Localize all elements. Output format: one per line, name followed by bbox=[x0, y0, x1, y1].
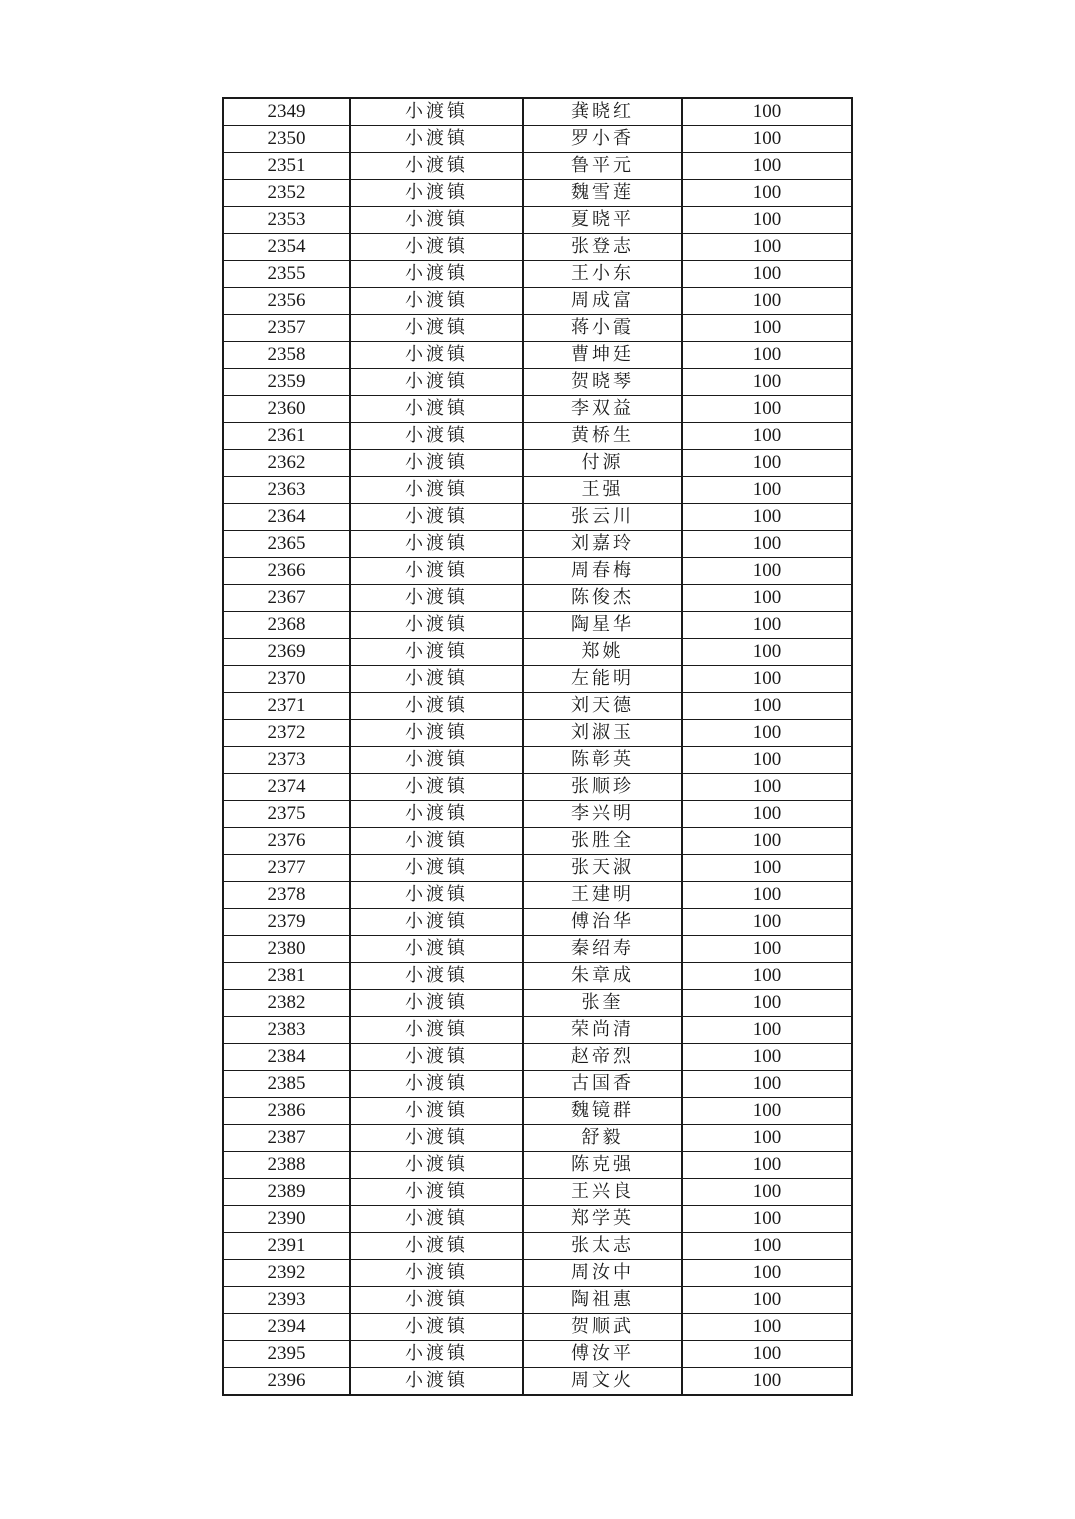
town-cell: 小渡镇 bbox=[350, 1314, 523, 1341]
row-number-cell: 2379 bbox=[223, 909, 350, 936]
amount-cell: 100 bbox=[682, 720, 852, 747]
town-cell: 小渡镇 bbox=[350, 1206, 523, 1233]
person-name-cell: 张太志 bbox=[523, 1233, 682, 1260]
person-name-cell: 陶祖惠 bbox=[523, 1287, 682, 1314]
person-name-cell: 曹坤廷 bbox=[523, 342, 682, 369]
row-number-cell: 2351 bbox=[223, 153, 350, 180]
row-number-cell: 2383 bbox=[223, 1017, 350, 1044]
table-row bbox=[223, 1287, 852, 1314]
town-cell: 小渡镇 bbox=[350, 288, 523, 315]
town-cell: 小渡镇 bbox=[350, 720, 523, 747]
table-row bbox=[223, 936, 852, 963]
amount-cell: 100 bbox=[682, 990, 852, 1017]
town-cell: 小渡镇 bbox=[350, 531, 523, 558]
row-number-cell: 2387 bbox=[223, 1125, 350, 1152]
town-cell: 小渡镇 bbox=[350, 855, 523, 882]
town-cell: 小渡镇 bbox=[350, 450, 523, 477]
row-number-cell: 2363 bbox=[223, 477, 350, 504]
amount-cell: 100 bbox=[682, 1314, 852, 1341]
person-name-cell: 张登志 bbox=[523, 234, 682, 261]
row-number-cell: 2382 bbox=[223, 990, 350, 1017]
amount-cell: 100 bbox=[682, 450, 852, 477]
town-cell: 小渡镇 bbox=[350, 207, 523, 234]
amount-cell: 100 bbox=[682, 342, 852, 369]
table-row bbox=[223, 504, 852, 531]
row-number-cell: 2354 bbox=[223, 234, 350, 261]
amount-cell: 100 bbox=[682, 315, 852, 342]
row-number-cell: 2384 bbox=[223, 1044, 350, 1071]
person-name-cell: 王强 bbox=[523, 477, 682, 504]
person-name-cell: 傅汝平 bbox=[523, 1341, 682, 1368]
table-row bbox=[223, 1044, 852, 1071]
amount-cell: 100 bbox=[682, 963, 852, 990]
row-number-cell: 2371 bbox=[223, 693, 350, 720]
person-name-cell: 刘天德 bbox=[523, 693, 682, 720]
amount-cell: 100 bbox=[682, 261, 852, 288]
town-cell: 小渡镇 bbox=[350, 315, 523, 342]
town-cell: 小渡镇 bbox=[350, 504, 523, 531]
amount-cell: 100 bbox=[682, 369, 852, 396]
row-number-cell: 2373 bbox=[223, 747, 350, 774]
amount-cell: 100 bbox=[682, 1125, 852, 1152]
amount-cell: 100 bbox=[682, 612, 852, 639]
town-cell: 小渡镇 bbox=[350, 774, 523, 801]
person-name-cell: 付源 bbox=[523, 450, 682, 477]
table-row bbox=[223, 98, 852, 126]
amount-cell: 100 bbox=[682, 180, 852, 207]
person-name-cell: 刘嘉玲 bbox=[523, 531, 682, 558]
person-name-cell: 刘淑玉 bbox=[523, 720, 682, 747]
town-cell: 小渡镇 bbox=[350, 990, 523, 1017]
table-row bbox=[223, 882, 852, 909]
row-number-cell: 2355 bbox=[223, 261, 350, 288]
table-row bbox=[223, 1071, 852, 1098]
person-name-cell: 周汝中 bbox=[523, 1260, 682, 1287]
person-name-cell: 张云川 bbox=[523, 504, 682, 531]
row-number-cell: 2369 bbox=[223, 639, 350, 666]
table-row bbox=[223, 666, 852, 693]
row-number-cell: 2381 bbox=[223, 963, 350, 990]
person-name-cell: 张顺珍 bbox=[523, 774, 682, 801]
row-number-cell: 2360 bbox=[223, 396, 350, 423]
table-row bbox=[223, 909, 852, 936]
person-name-cell: 周成富 bbox=[523, 288, 682, 315]
table-row bbox=[223, 207, 852, 234]
amount-cell: 100 bbox=[682, 801, 852, 828]
table-row bbox=[223, 1233, 852, 1260]
table-row bbox=[223, 1206, 852, 1233]
table-row bbox=[223, 612, 852, 639]
person-name-cell: 鲁平元 bbox=[523, 153, 682, 180]
town-cell: 小渡镇 bbox=[350, 963, 523, 990]
row-number-cell: 2349 bbox=[223, 98, 350, 126]
amount-cell: 100 bbox=[682, 153, 852, 180]
table-row bbox=[223, 261, 852, 288]
town-cell: 小渡镇 bbox=[350, 612, 523, 639]
town-cell: 小渡镇 bbox=[350, 1098, 523, 1125]
person-name-cell: 陈俊杰 bbox=[523, 585, 682, 612]
town-cell: 小渡镇 bbox=[350, 801, 523, 828]
person-name-cell: 张胜全 bbox=[523, 828, 682, 855]
amount-cell: 100 bbox=[682, 1098, 852, 1125]
row-number-cell: 2377 bbox=[223, 855, 350, 882]
town-cell: 小渡镇 bbox=[350, 585, 523, 612]
town-cell: 小渡镇 bbox=[350, 234, 523, 261]
town-cell: 小渡镇 bbox=[350, 1341, 523, 1368]
table-row bbox=[223, 639, 852, 666]
person-name-cell: 秦绍寿 bbox=[523, 936, 682, 963]
row-number-cell: 2358 bbox=[223, 342, 350, 369]
town-cell: 小渡镇 bbox=[350, 369, 523, 396]
table-row bbox=[223, 288, 852, 315]
row-number-cell: 2393 bbox=[223, 1287, 350, 1314]
row-number-cell: 2391 bbox=[223, 1233, 350, 1260]
amount-cell: 100 bbox=[682, 774, 852, 801]
town-cell: 小渡镇 bbox=[350, 828, 523, 855]
amount-cell: 100 bbox=[682, 855, 852, 882]
person-name-cell: 贺顺武 bbox=[523, 1314, 682, 1341]
amount-cell: 100 bbox=[682, 1260, 852, 1287]
person-name-cell: 左能明 bbox=[523, 666, 682, 693]
town-cell: 小渡镇 bbox=[350, 1287, 523, 1314]
roster-table-body bbox=[223, 98, 852, 1395]
row-number-cell: 2385 bbox=[223, 1071, 350, 1098]
table-row bbox=[223, 693, 852, 720]
person-name-cell: 王兴良 bbox=[523, 1179, 682, 1206]
table-row bbox=[223, 234, 852, 261]
person-name-cell: 赵帝烈 bbox=[523, 1044, 682, 1071]
table-row bbox=[223, 531, 852, 558]
town-cell: 小渡镇 bbox=[350, 126, 523, 153]
town-cell: 小渡镇 bbox=[350, 558, 523, 585]
town-cell: 小渡镇 bbox=[350, 1152, 523, 1179]
town-cell: 小渡镇 bbox=[350, 1260, 523, 1287]
amount-cell: 100 bbox=[682, 126, 852, 153]
row-number-cell: 2372 bbox=[223, 720, 350, 747]
town-cell: 小渡镇 bbox=[350, 936, 523, 963]
person-name-cell: 周文火 bbox=[523, 1368, 682, 1396]
town-cell: 小渡镇 bbox=[350, 396, 523, 423]
person-name-cell: 荣尚清 bbox=[523, 1017, 682, 1044]
row-number-cell: 2352 bbox=[223, 180, 350, 207]
person-name-cell: 张天淑 bbox=[523, 855, 682, 882]
row-number-cell: 2361 bbox=[223, 423, 350, 450]
town-cell: 小渡镇 bbox=[350, 261, 523, 288]
row-number-cell: 2366 bbox=[223, 558, 350, 585]
amount-cell: 100 bbox=[682, 234, 852, 261]
row-number-cell: 2375 bbox=[223, 801, 350, 828]
person-name-cell: 黄桥生 bbox=[523, 423, 682, 450]
amount-cell: 100 bbox=[682, 477, 852, 504]
person-name-cell: 古国香 bbox=[523, 1071, 682, 1098]
table-row bbox=[223, 126, 852, 153]
row-number-cell: 2356 bbox=[223, 288, 350, 315]
amount-cell: 100 bbox=[682, 504, 852, 531]
table-row bbox=[223, 774, 852, 801]
town-cell: 小渡镇 bbox=[350, 747, 523, 774]
amount-cell: 100 bbox=[682, 1233, 852, 1260]
row-number-cell: 2378 bbox=[223, 882, 350, 909]
amount-cell: 100 bbox=[682, 558, 852, 585]
table-row bbox=[223, 450, 852, 477]
row-number-cell: 2386 bbox=[223, 1098, 350, 1125]
row-number-cell: 2365 bbox=[223, 531, 350, 558]
row-number-cell: 2390 bbox=[223, 1206, 350, 1233]
table-row bbox=[223, 315, 852, 342]
row-number-cell: 2362 bbox=[223, 450, 350, 477]
row-number-cell: 2353 bbox=[223, 207, 350, 234]
row-number-cell: 2396 bbox=[223, 1368, 350, 1396]
row-number-cell: 2394 bbox=[223, 1314, 350, 1341]
amount-cell: 100 bbox=[682, 1368, 852, 1396]
table-row bbox=[223, 423, 852, 450]
amount-cell: 100 bbox=[682, 747, 852, 774]
row-number-cell: 2388 bbox=[223, 1152, 350, 1179]
town-cell: 小渡镇 bbox=[350, 666, 523, 693]
row-number-cell: 2350 bbox=[223, 126, 350, 153]
table-row bbox=[223, 828, 852, 855]
town-cell: 小渡镇 bbox=[350, 342, 523, 369]
town-cell: 小渡镇 bbox=[350, 180, 523, 207]
person-name-cell: 王小东 bbox=[523, 261, 682, 288]
table-row bbox=[223, 558, 852, 585]
amount-cell: 100 bbox=[682, 1044, 852, 1071]
person-name-cell: 王建明 bbox=[523, 882, 682, 909]
table-row bbox=[223, 342, 852, 369]
amount-cell: 100 bbox=[682, 909, 852, 936]
person-name-cell: 夏晓平 bbox=[523, 207, 682, 234]
table-row bbox=[223, 1341, 852, 1368]
amount-cell: 100 bbox=[682, 1071, 852, 1098]
amount-cell: 100 bbox=[682, 1152, 852, 1179]
amount-cell: 100 bbox=[682, 207, 852, 234]
person-name-cell: 郑姚 bbox=[523, 639, 682, 666]
amount-cell: 100 bbox=[682, 1179, 852, 1206]
amount-cell: 100 bbox=[682, 531, 852, 558]
town-cell: 小渡镇 bbox=[350, 882, 523, 909]
table-row bbox=[223, 963, 852, 990]
town-cell: 小渡镇 bbox=[350, 1179, 523, 1206]
amount-cell: 100 bbox=[682, 585, 852, 612]
row-number-cell: 2389 bbox=[223, 1179, 350, 1206]
row-number-cell: 2380 bbox=[223, 936, 350, 963]
row-number-cell: 2359 bbox=[223, 369, 350, 396]
town-cell: 小渡镇 bbox=[350, 1125, 523, 1152]
row-number-cell: 2395 bbox=[223, 1341, 350, 1368]
table-row bbox=[223, 396, 852, 423]
town-cell: 小渡镇 bbox=[350, 639, 523, 666]
town-cell: 小渡镇 bbox=[350, 1017, 523, 1044]
town-cell: 小渡镇 bbox=[350, 477, 523, 504]
table-row bbox=[223, 801, 852, 828]
amount-cell: 100 bbox=[682, 693, 852, 720]
row-number-cell: 2392 bbox=[223, 1260, 350, 1287]
row-number-cell: 2368 bbox=[223, 612, 350, 639]
amount-cell: 100 bbox=[682, 828, 852, 855]
town-cell: 小渡镇 bbox=[350, 1368, 523, 1396]
row-number-cell: 2367 bbox=[223, 585, 350, 612]
table-row bbox=[223, 585, 852, 612]
table-row bbox=[223, 1368, 852, 1396]
person-name-cell: 张奎 bbox=[523, 990, 682, 1017]
town-cell: 小渡镇 bbox=[350, 423, 523, 450]
town-cell: 小渡镇 bbox=[350, 1044, 523, 1071]
person-name-cell: 陈彰英 bbox=[523, 747, 682, 774]
table-row bbox=[223, 747, 852, 774]
amount-cell: 100 bbox=[682, 1017, 852, 1044]
table-row bbox=[223, 180, 852, 207]
table-row bbox=[223, 369, 852, 396]
town-cell: 小渡镇 bbox=[350, 693, 523, 720]
amount-cell: 100 bbox=[682, 639, 852, 666]
town-cell: 小渡镇 bbox=[350, 98, 523, 126]
person-name-cell: 李双益 bbox=[523, 396, 682, 423]
person-name-cell: 郑学英 bbox=[523, 1206, 682, 1233]
row-number-cell: 2370 bbox=[223, 666, 350, 693]
table-row bbox=[223, 1314, 852, 1341]
person-name-cell: 龚晓红 bbox=[523, 98, 682, 126]
amount-cell: 100 bbox=[682, 936, 852, 963]
table-row bbox=[223, 1152, 852, 1179]
person-name-cell: 陶星华 bbox=[523, 612, 682, 639]
town-cell: 小渡镇 bbox=[350, 1071, 523, 1098]
amount-cell: 100 bbox=[682, 98, 852, 126]
person-name-cell: 傅治华 bbox=[523, 909, 682, 936]
table-row bbox=[223, 1179, 852, 1206]
table-row bbox=[223, 990, 852, 1017]
person-name-cell: 贺晓琴 bbox=[523, 369, 682, 396]
amount-cell: 100 bbox=[682, 1287, 852, 1314]
row-number-cell: 2364 bbox=[223, 504, 350, 531]
amount-cell: 100 bbox=[682, 1341, 852, 1368]
table-row bbox=[223, 1260, 852, 1287]
amount-cell: 100 bbox=[682, 1206, 852, 1233]
table-row bbox=[223, 855, 852, 882]
table-row bbox=[223, 1125, 852, 1152]
amount-cell: 100 bbox=[682, 666, 852, 693]
town-cell: 小渡镇 bbox=[350, 1233, 523, 1260]
amount-cell: 100 bbox=[682, 423, 852, 450]
person-name-cell: 李兴明 bbox=[523, 801, 682, 828]
table-row bbox=[223, 1017, 852, 1044]
amount-cell: 100 bbox=[682, 882, 852, 909]
person-name-cell: 蒋小霞 bbox=[523, 315, 682, 342]
amount-cell: 100 bbox=[682, 396, 852, 423]
person-name-cell: 陈克强 bbox=[523, 1152, 682, 1179]
person-name-cell: 罗小香 bbox=[523, 126, 682, 153]
person-name-cell: 舒毅 bbox=[523, 1125, 682, 1152]
table-row bbox=[223, 477, 852, 504]
row-number-cell: 2376 bbox=[223, 828, 350, 855]
table-row bbox=[223, 1098, 852, 1125]
person-name-cell: 朱章成 bbox=[523, 963, 682, 990]
row-number-cell: 2374 bbox=[223, 774, 350, 801]
amount-cell: 100 bbox=[682, 288, 852, 315]
row-number-cell: 2357 bbox=[223, 315, 350, 342]
town-cell: 小渡镇 bbox=[350, 153, 523, 180]
town-cell: 小渡镇 bbox=[350, 909, 523, 936]
person-name-cell: 魏雪莲 bbox=[523, 180, 682, 207]
roster-table bbox=[222, 97, 853, 1396]
table-row bbox=[223, 720, 852, 747]
table-row bbox=[223, 153, 852, 180]
person-name-cell: 周春梅 bbox=[523, 558, 682, 585]
person-name-cell: 魏镜群 bbox=[523, 1098, 682, 1125]
